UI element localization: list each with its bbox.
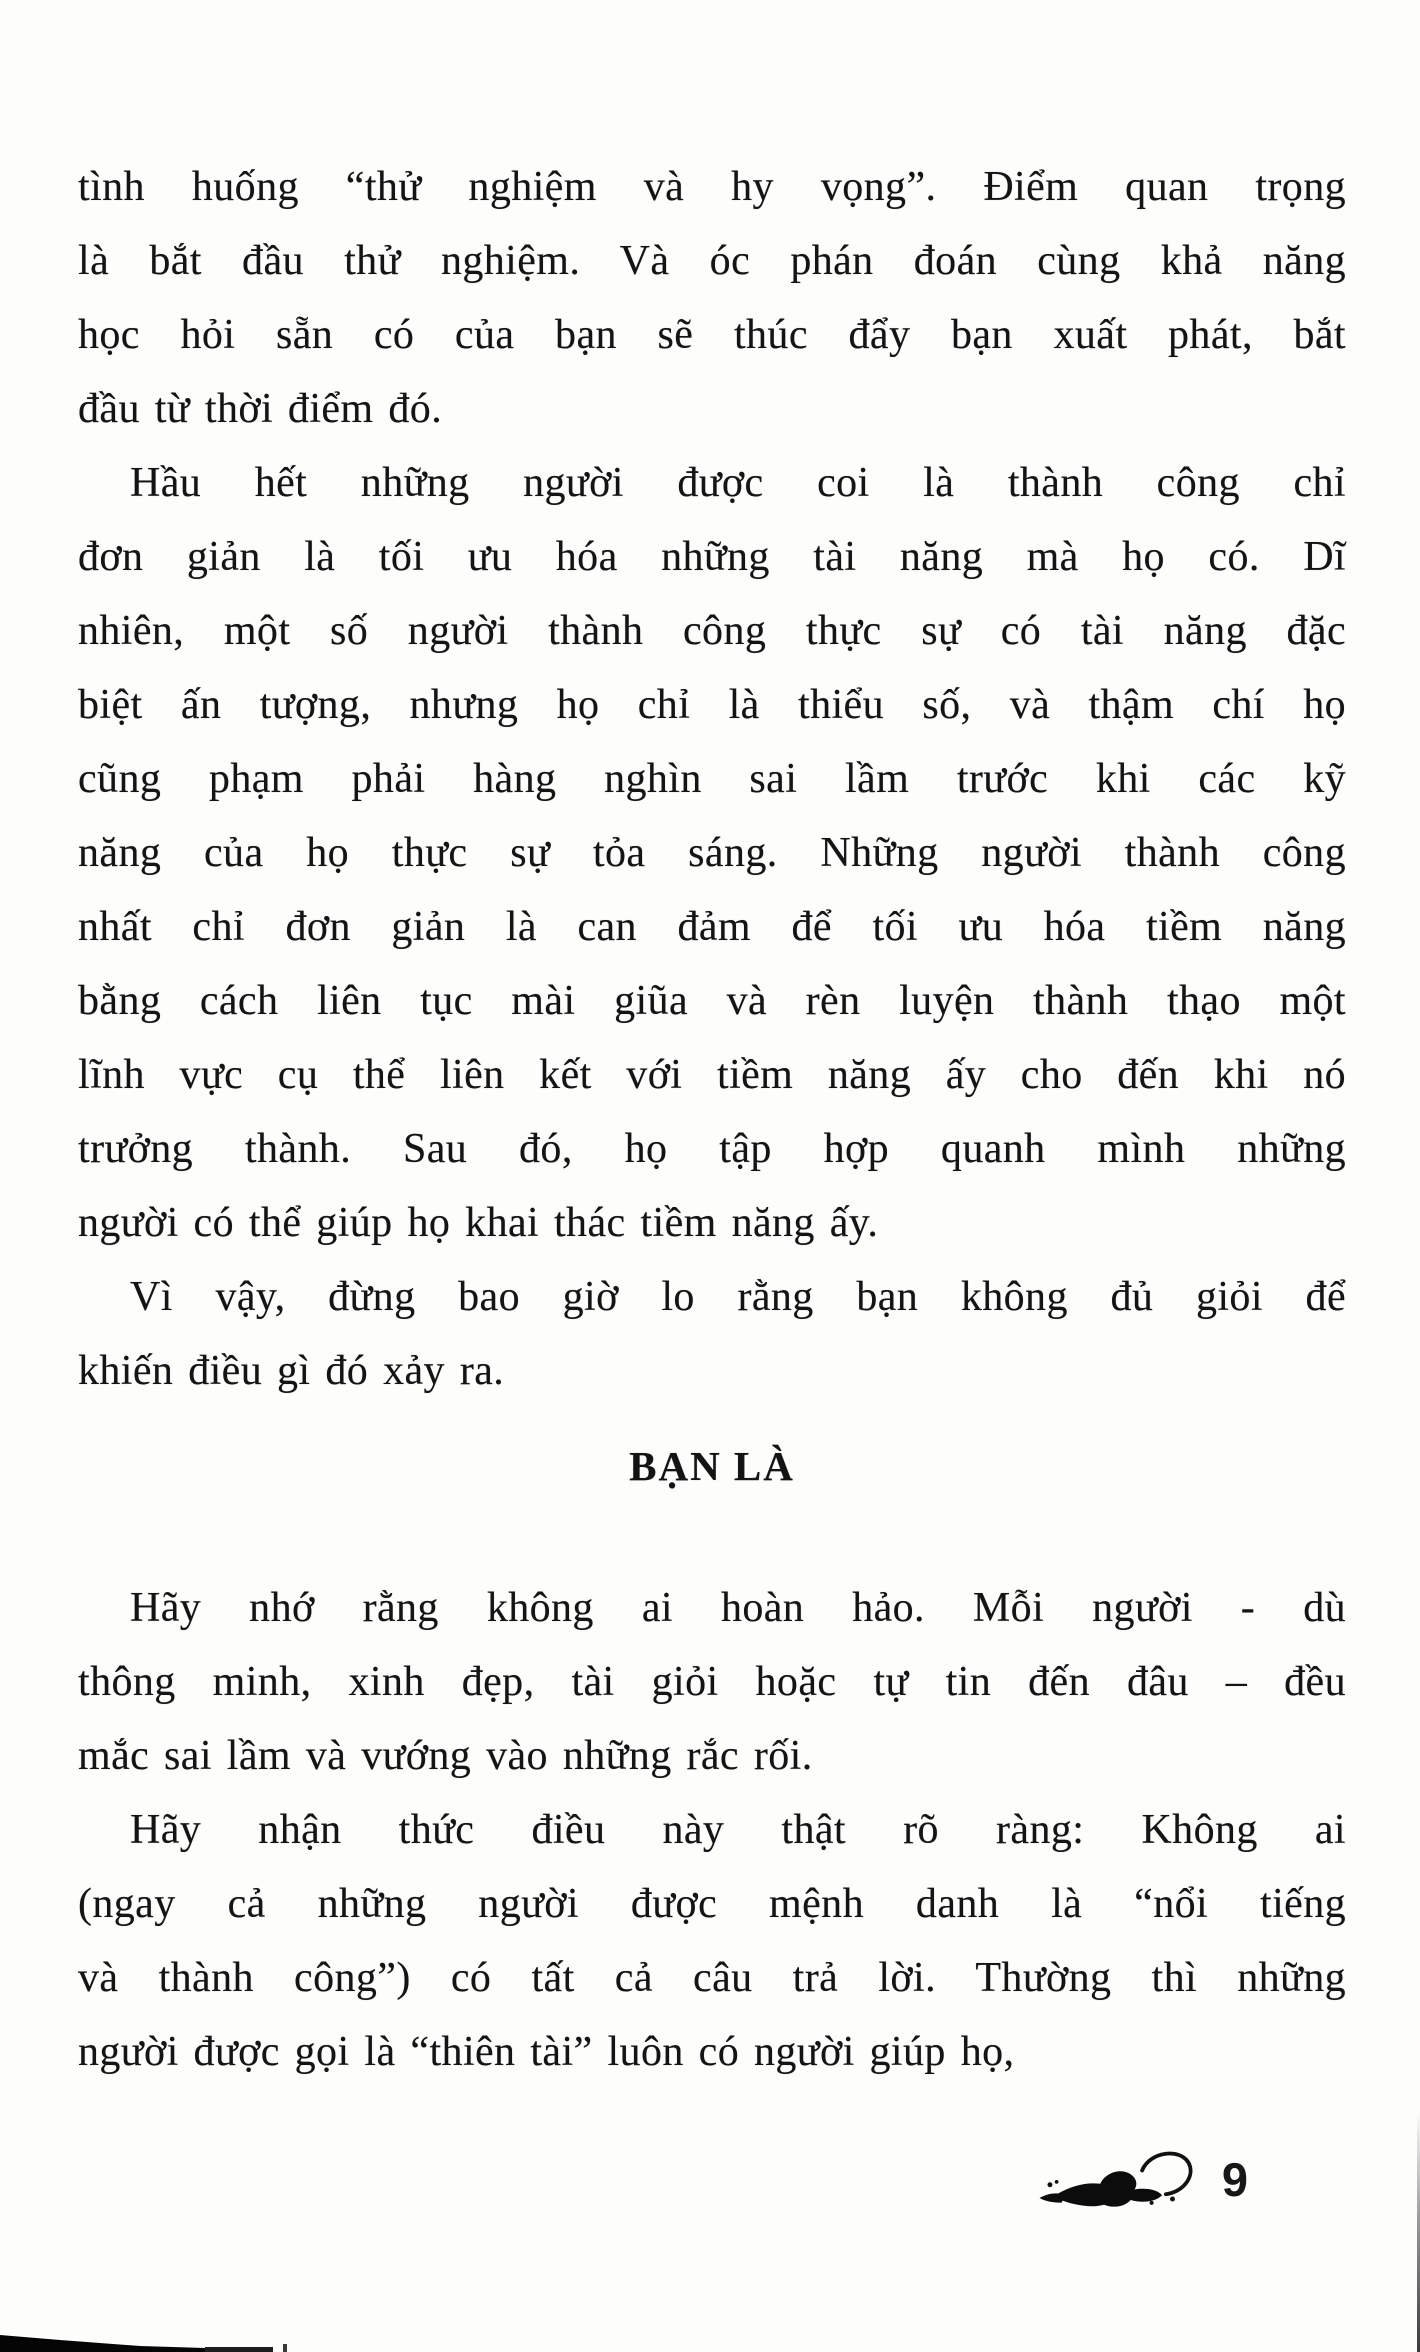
text-line: đơn giản là tối ưu hóa những tài năng mà họ có. Dĩ — [78, 534, 1346, 580]
paragraph — [78, 1260, 1346, 1408]
paragraph — [78, 1793, 1346, 2089]
section-heading: BẠN LÀ — [629, 1443, 795, 1489]
text-line: và thành công”) có tất cả câu trả lời. Thường thì những — [78, 1955, 1346, 2001]
text-line: mắc sai lầm và vướng vào những rắc rối. — [78, 1733, 813, 1779]
text-line: Hãy nhớ rằng không ai hoàn hảo. Mỗi người - dù — [130, 1585, 1346, 1631]
page-footer — [1030, 2140, 1248, 2220]
text-line: (ngay cả những người được mệnh danh là “nổi tiếng — [78, 1881, 1346, 1927]
text-line: Hầu hết những người được coi là thành công chỉ — [130, 460, 1346, 506]
text-line: cũng phạm phải hàng nghìn sai lầm trước khi các kỹ — [78, 756, 1346, 802]
text-line: người có thể giúp họ khai thác tiềm năng ấy. — [78, 1200, 879, 1246]
text-line: năng của họ thực sự tỏa sáng. Những người thành công — [78, 830, 1346, 876]
text-line: người được gọi là “thiên tài” luôn có người giúp họ, — [78, 2029, 1015, 2075]
text-line: nhiên, một số người thành công thực sự có tài năng đặc — [78, 608, 1346, 654]
text-line: Vì vậy, đừng bao giờ lo rằng bạn không đủ giỏi để — [130, 1274, 1346, 1320]
text-line: bằng cách liên tục mài giũa và rèn luyện thành thạo một — [78, 978, 1346, 1024]
text-line: khiến điều gì đó xảy ra. — [78, 1348, 505, 1394]
text-line: tình huống “thử nghiệm và hy vọng”. Điểm quan trọng — [78, 164, 1346, 210]
paragraph — [78, 446, 1346, 1260]
text-line: nhất chỉ đơn giản là can đảm để tối ưu hóa tiềm năng — [78, 904, 1346, 950]
page-curl-shadow — [0, 2328, 300, 2352]
page-number: 9 — [1221, 2153, 1248, 2206]
text-line: học hỏi sẵn có của bạn sẽ thúc đẩy bạn xuất phát, bắt — [78, 312, 1346, 358]
text-line: Hãy nhận thức điều này thật rõ ràng: Không ai — [130, 1807, 1346, 1853]
text-line: biệt ấn tượng, nhưng họ chỉ là thiểu số, và thậm chí họ — [78, 682, 1346, 728]
paragraph — [78, 150, 1346, 446]
paragraph — [78, 1571, 1346, 1793]
text-line: là bắt đầu thử nghiệm. Và óc phán đoán cùng khả năng — [78, 238, 1346, 284]
text-line: lĩnh vực cụ thể liên kết với tiềm năng ấy cho đến khi nó — [78, 1052, 1346, 1098]
text-block — [78, 150, 1346, 2089]
text-line: trưởng thành. Sau đó, họ tập hợp quanh mình những — [78, 1126, 1346, 1172]
swimmer-ornament-icon — [1030, 2140, 1220, 2220]
text-line: thông minh, xinh đẹp, tài giỏi hoặc tự tin đến đâu – đều — [78, 1659, 1346, 1705]
text-line: đầu từ thời điểm đó. — [78, 386, 443, 432]
